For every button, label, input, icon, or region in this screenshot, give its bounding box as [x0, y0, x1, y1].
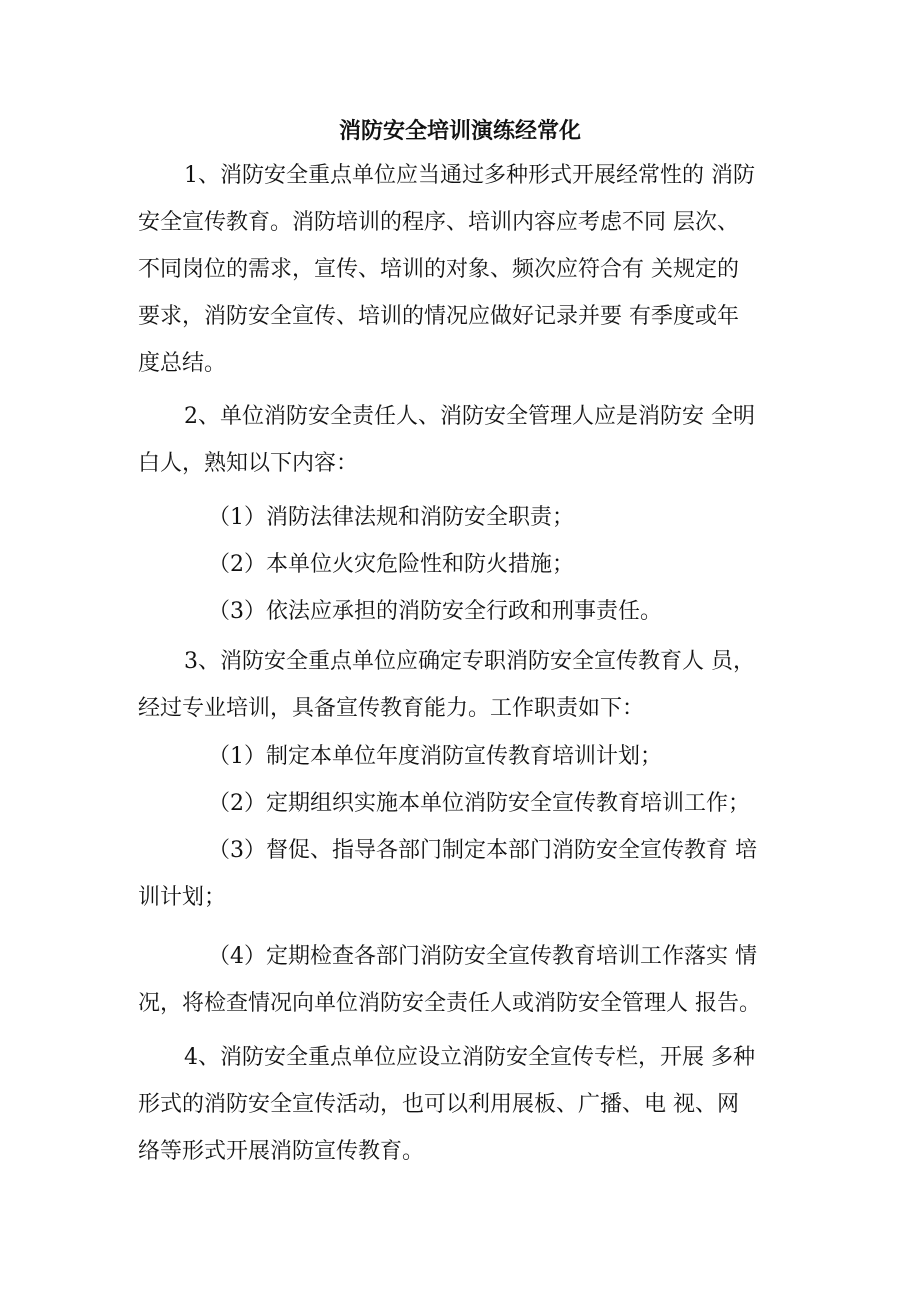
paragraph-line: 1、消防安全重点单位应当通过多种形式开展经常性的 消防 — [184, 163, 755, 188]
section-1-paragraph — [138, 152, 792, 387]
section-2-list — [138, 494, 792, 635]
paragraph-line: 4、消防安全重点单位应设立消防安全宣传专栏，开展 多种 — [184, 1045, 755, 1070]
paragraph-line: 要求，消防安全宣传、培训的情况应做好记录并要 有季度或年 — [138, 304, 739, 329]
section-3-list-cont — [138, 933, 792, 1027]
paragraph-line: 2、单位消防安全责任人、消防安全管理人应是消防安 全明 — [184, 404, 755, 429]
section-3-paragraph — [138, 638, 792, 732]
list-item: （1）制定本单位年度消防宣传教育培训计划； — [208, 744, 662, 769]
section-3-list — [138, 733, 792, 921]
list-item: （4）定期检查各部门消防安全宣传教育培训工作落实 情 — [208, 944, 757, 969]
paragraph-line: 度总结。 — [138, 351, 227, 376]
section-4-paragraph — [138, 1034, 792, 1175]
paragraph-line: 白人，熟知以下内容： — [138, 451, 359, 476]
paragraph-line: 不同岗位的需求，宣传、培训的对象、频次应符合有 关规定的 — [138, 257, 739, 282]
list-item: （2）定期组织实施本单位消防安全宣传教育培训工作； — [208, 791, 750, 816]
paragraph-line: 络等形式开展消防宣传教育。 — [138, 1139, 425, 1164]
list-item: （3）依法应承担的消防安全行政和刑事责任。 — [208, 599, 662, 624]
paragraph-line: 3、消防安全重点单位应确定专职消防安全宣传教育人 员， — [184, 649, 755, 674]
paragraph-line: 安全宣传教育。消防培训的程序、培训内容应考虑不同 层次、 — [138, 210, 739, 235]
paragraph-line: 形式的消防安全宣传活动，也可以利用展板、广播、电 视、网 — [138, 1092, 739, 1117]
list-item-continuation: 况，将检查情况向单位消防安全责任人或消防安全管理人 报告。 — [138, 991, 761, 1016]
list-item-continuation: 训计划； — [138, 885, 227, 910]
section-2-paragraph — [138, 393, 792, 487]
document-title: 消防安全培训演练经常化 — [338, 119, 581, 144]
paragraph-line: 经过专业培训，具备宣传教育能力。工作职责如下： — [138, 696, 645, 721]
list-item: （3）督促、指导各部门制定本部门消防安全宣传教育 培 — [208, 838, 757, 863]
list-item: （1）消防法律法规和消防安全职责； — [208, 505, 574, 530]
list-item: （2）本单位火灾危险性和防火措施； — [208, 552, 574, 577]
